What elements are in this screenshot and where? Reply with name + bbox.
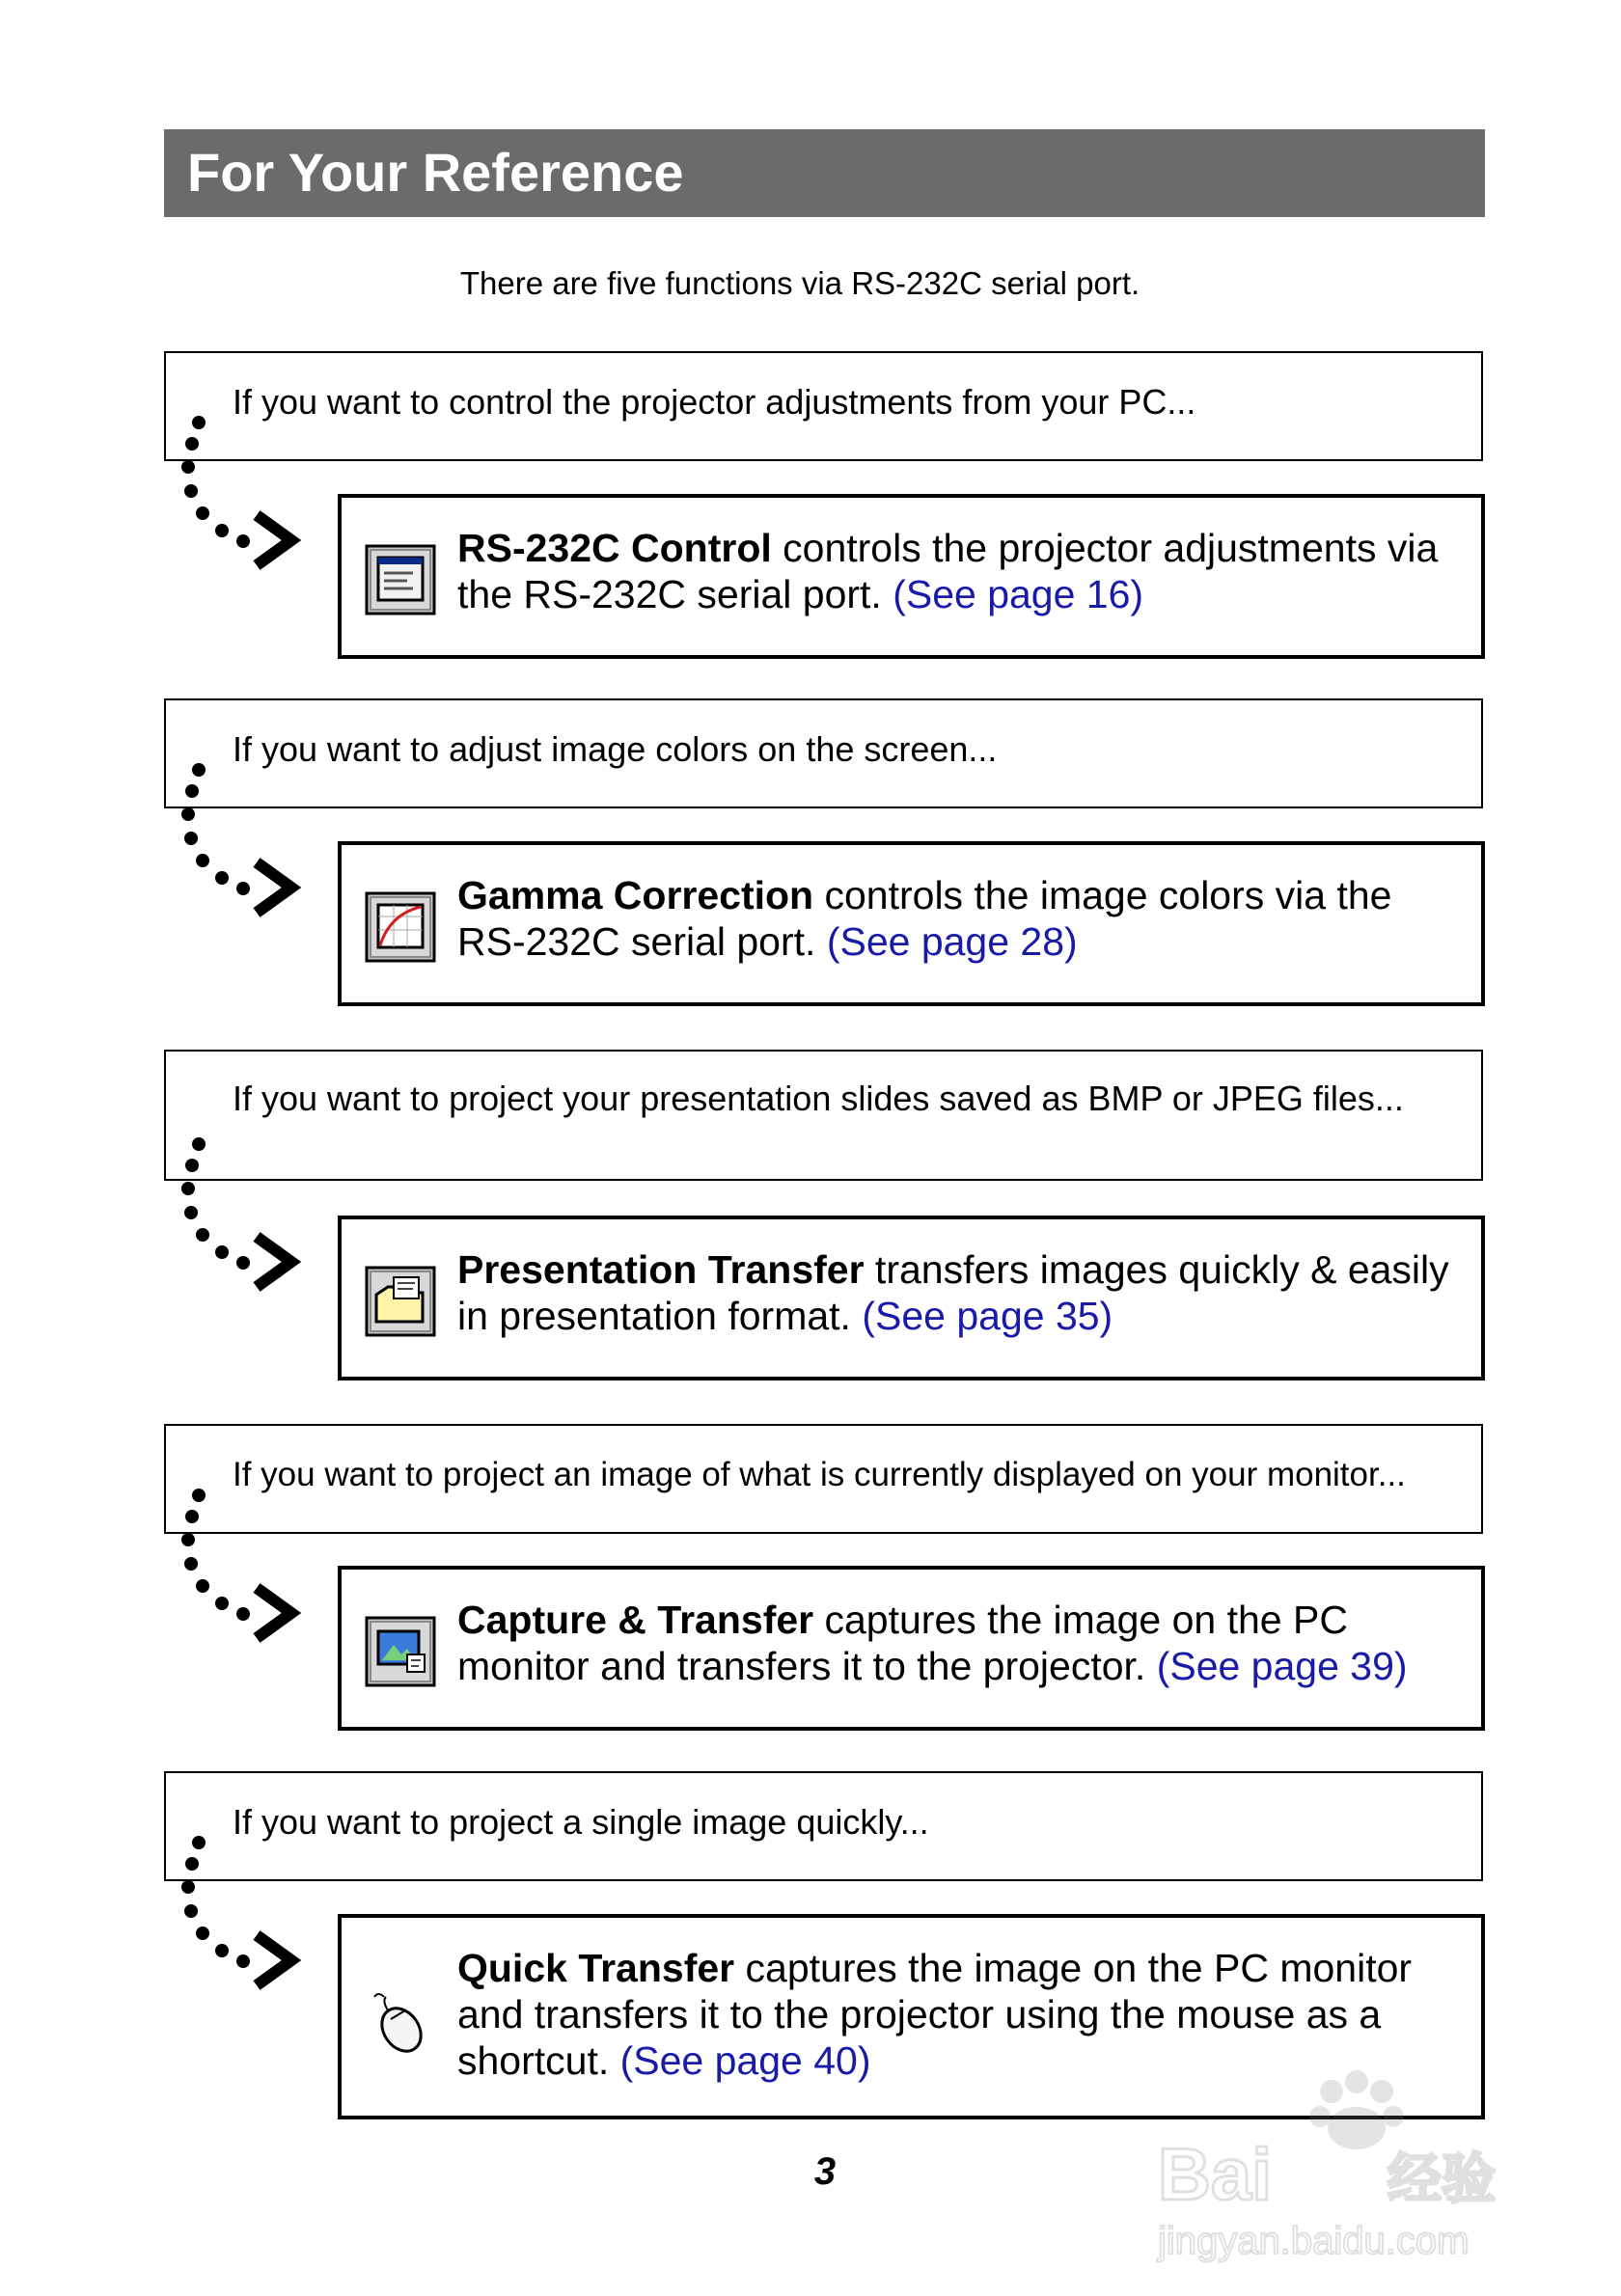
see-page-link[interactable]: (See page 16) xyxy=(893,572,1144,616)
dotted-arrow-connector xyxy=(164,1127,318,1349)
condition-text: If you want to project a single image quickly... xyxy=(233,1802,929,1842)
page-title: For Your Reference xyxy=(187,142,684,203)
condition-text: If you want to project your presentation slides saved as BMP or JPEG files... xyxy=(233,1079,1404,1118)
feature-box-capture xyxy=(338,1566,1485,1731)
feature-name: Gamma Correction xyxy=(457,873,814,917)
feature-description: Capture & Transfer captures the image on the PC monitor and transfers it to the projector. (See page 39) xyxy=(457,1598,1408,1688)
feature-name: RS-232C Control xyxy=(457,526,772,570)
feature-description: Quick Transfer captures the image on the PC monitor and transfers it to the projector using the mouse as a shortcut. (See page 40) xyxy=(457,1946,1413,2083)
condition-text: If you want to adjust image colors on the screen... xyxy=(233,729,998,769)
feature-box-gamma xyxy=(338,841,1485,1006)
feature-box-presentation xyxy=(338,1216,1485,1380)
dotted-arrow-connector xyxy=(164,752,318,974)
feature-name: Presentation Transfer xyxy=(457,1247,865,1292)
feature-description: Gamma Correction controls the image colors via the RS-232C serial port. (See page 28) xyxy=(457,873,1392,964)
gamma-curve-icon xyxy=(365,891,436,963)
feature-name: Capture & Transfer xyxy=(457,1598,814,1642)
section-header-bar xyxy=(164,129,1485,217)
dotted-arrow-connector xyxy=(164,1825,318,2047)
feature-box-rs232c xyxy=(338,494,1485,659)
svg-text:Bai: Bai xyxy=(1158,2134,1273,2216)
page-number: 3 xyxy=(813,2150,837,2193)
feature-description: Presentation Transfer transfers images quickly & easily in presentation format. (See page 35) xyxy=(457,1247,1449,1338)
condition-box-4 xyxy=(164,1424,1483,1534)
see-page-link[interactable]: (See page 40) xyxy=(619,2038,871,2083)
feature-description: RS-232C Control controls the projector adjustments via the RS-232C serial port. (See page 16) xyxy=(457,526,1439,616)
see-page-link[interactable]: (See page 35) xyxy=(862,1294,1113,1338)
screen-capture-icon xyxy=(365,1616,436,1687)
see-page-link[interactable]: (See page 28) xyxy=(826,919,1078,964)
condition-box-3 xyxy=(164,1050,1483,1181)
svg-text:jingyan.baidu.com: jingyan.baidu.com xyxy=(1158,2220,1470,2262)
baidu-watermark-logo xyxy=(1139,2064,1544,2267)
control-panel-icon xyxy=(365,544,436,615)
condition-box-1 xyxy=(164,351,1483,461)
see-page-link[interactable]: (See page 39) xyxy=(1156,1644,1408,1688)
feature-name: Quick Transfer xyxy=(457,1946,735,1990)
condition-box-2 xyxy=(164,698,1483,808)
mouse-icon xyxy=(365,1987,436,2059)
dotted-arrow-connector xyxy=(164,405,318,627)
dotted-arrow-connector xyxy=(164,1478,318,1700)
svg-text:经验: 经验 xyxy=(1387,2148,1496,2211)
folder-transfer-icon xyxy=(365,1266,436,1337)
condition-box-5 xyxy=(164,1771,1483,1881)
condition-text: If you want to control the projector adjustments from your PC... xyxy=(233,382,1196,422)
intro-text: There are five functions via RS-232C serial port. xyxy=(459,265,1140,301)
condition-text: If you want to project an image of what is currently displayed on your monitor... xyxy=(233,1456,1406,1493)
